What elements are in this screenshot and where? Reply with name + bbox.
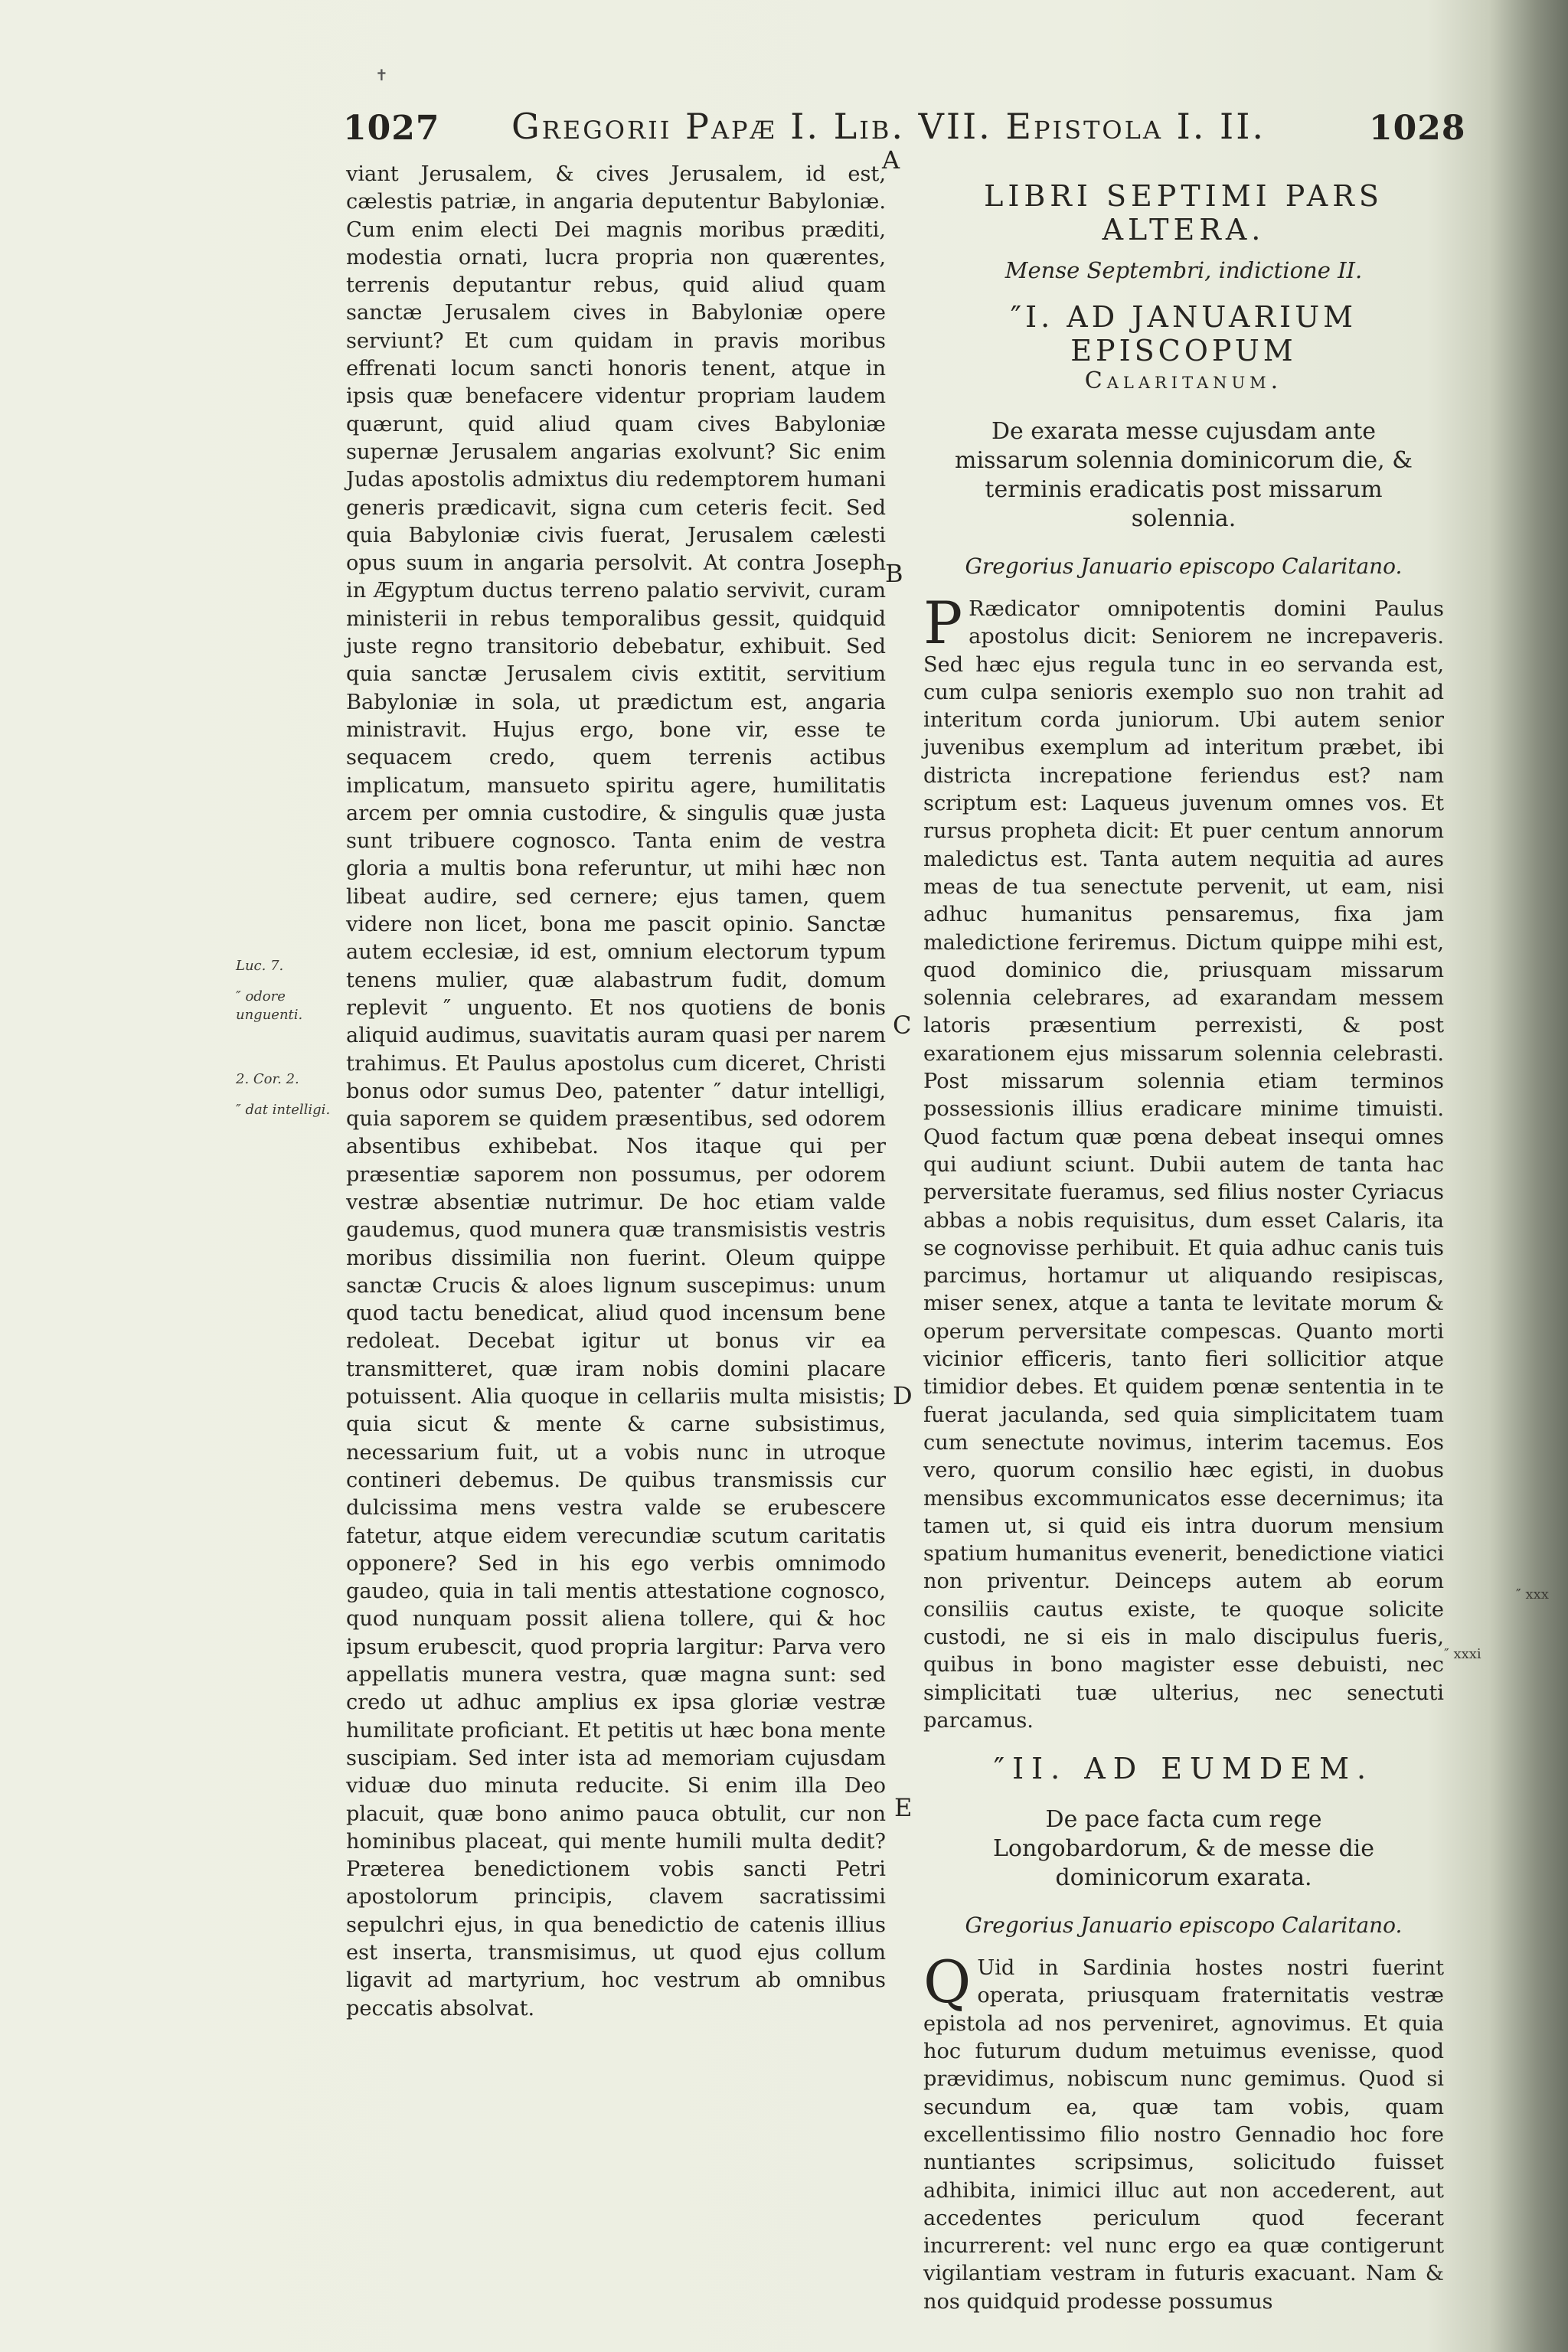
epistle-title: ″I. AD JANUARIUM EPISCOPUM [1010, 300, 1357, 368]
section-letter-a: A [882, 145, 900, 175]
epistle-text: Rædicator omnipotentis domini Paulus apostolus dicit: Seniorem ne increpaveris. Sed hæc ejus regula tunc in eo servanda est, cum culpa senioris exemplo suo non trahit ad interitum corda juniorum. Ubi autem senior juvenibus exemplum ad interitum præbet, ibi districta increpatione feriendus est? nam scriptum est: Laqueus juvenum omnes vos. Et rursus propheta dicit: Et puer centum annorum maledictus est. Tanta autem nequitia ad aures meas de tua senectute pervenit, ut eam, nisi adhuc humanitus pensaremus, fixa jam maledictione feriremus. Dictum quippe mihi est, quod dominico die, priusquam missarum solennia celebrares, ad exarandam messem latoris præsentium perrexisti, & post exarationem ejus missarum solennia celebrasti. Post missarum solennia etiam terminos possessionis illius eradicare minime timuisti. Quod factum quæ pœna debeat insequi omnes qui audiunt sciunt. Dubii autem de tanta hac perversitate fueramus, sed filius noster Cyriacus abbas a nobis requisitus, dum esset Calaris, ita se cognovisse perhibuit. Et quia adhuc canis tuis parcimus, hortamur ut aliquando resipiscas, miser senex, atque a tanta te levitate morum & operum perversitate compescas. Quanto morti vicinior efficeris, tanto fieri sollicitior atque timidior debes. Et quidem pœnæ sententia in te fuerat jaculanda, sed quia simplicitatem tuam cum senectute novimus, interim tacemus. Eos vero, quorum consilio hæc egisti, in duobus mensibus excommunicatos esse decernimus; ita tamen ut, si quid eis intra duorum mensium spatium humanitus evenerit, benedictione viatici non priventur. Deinceps autem ab eorum consiliis cautus existe, te quoque solicite custodi, ne si eis in malo discipulus fueris, quibus in bono magister esse debuisti, nec simplicitati tuæ ulterius, nec senectuti parcamus. [923, 597, 1444, 1733]
dagger-ornament-icon: ✝ [375, 66, 388, 84]
section-letter-d: D [893, 1381, 913, 1410]
epistle-body [923, 1948, 1444, 2316]
section-title: LIBRI SEPTIMI PARS ALTERA. [984, 179, 1383, 247]
epistle-title: ″II. AD EUMDEM. [993, 1752, 1374, 1786]
page-number-left: 1027 [343, 109, 440, 148]
margin-note: 2. Cor. 2. [236, 1071, 299, 1087]
epistle-summary: De pace facta cum rege Longobardorum, & de messe die dominicorum exarata. [992, 1806, 1375, 1892]
drop-cap: P [923, 589, 963, 657]
section-letter-b: B [885, 559, 903, 588]
margin-note: ″ xxx [1516, 1586, 1549, 1602]
section-date: Mense Septembri, indictione II. [1004, 257, 1363, 283]
section-letter-c: C [893, 1011, 912, 1040]
section-letter-e: E [894, 1793, 913, 1822]
running-title: Gregorii Papæ I. Lib. VII. Epistola I. II. [511, 106, 1266, 147]
page-number-right: 1028 [1369, 109, 1466, 148]
epistle-salutation: Gregorius Januario episcopo Calaritano. [965, 1913, 1403, 1939]
margin-note: ″ xxxi [1444, 1646, 1481, 1662]
epistle-text: Uid in Sardinia hostes nostri fuerint operata, priusquam fraternitatis vestræ epistola ad nos perveniret, agnovimus. Et quia hoc futurum dudum metuimus evenisse, quod prævidimus, nobiscum nunc gemimus. Quod si secundum ea, quæ tam vobis, quam excellentissimo filio nostro Gennadio hoc fore nuntiantes scripsimus, solicitudo fuisset adhibita, inimici illuc aut non accederent, aut accedentes periculum quod fecerant incurrerent: vel nunc ergo ea quæ contigerunt vigilantiam vestram in futuris exacuant. Nam & nos quidquid prodesse possumus [923, 1956, 1444, 2314]
epistle-body [923, 589, 1444, 1735]
left-column [346, 161, 886, 2023]
margin-note: ″ dat intelligi. [236, 1102, 331, 1118]
margin-note: Luc. 7. [236, 958, 284, 974]
body-text: viant Jerusalem, & cives Jerusalem, id est, cælestis patriæ, in angaria deputentur Babyloniæ. Cum enim electi Dei magnis moribus præditi, modestia ornati, lucra propria non quærentes, terrenis deputantur rebus, quid aliud quam sanctæ Jerusalem cives in Babyloniæ opere serviunt? Et cum quidam in pravis moribus effrenati locum sancti honoris tenent, atque in ipsis quæ benefacere videntur propriam laudem quærunt, quid aliud quam cives Babyloniæ supernæ Jerusalem angarias exolvunt? Sic enim Judas apostolis admixtus diu redemptorem humani generis prædicavit, signa cum ceteris fecit. Sed quia Babyloniæ civis fuerat, Jerusalem cælesti opus suum in angaria persolvit. At contra Joseph in Ægyptum ductus terreno palatio servivit, curam ministerii in rebus temporalibus gessit, quidquid juste regno transitorio debebatur, exhibuit. Sed quia sanctæ Jerusalem civis extitit, servitium Babyloniæ in sola, ut prædictum est, angaria ministravit. Hujus ergo, bone vir, esse te sequacem credo, quem terrenis actibus implicatum, mansueto spiritu agere, humilitatis arcem per omnia custodire, & singulis quæ justa sunt tribuere cognosco. Tanta enim de vestra gloria a multis bona referuntur, ut mihi hæc non libeat audire, sed cernere; ejus tamen, quem videre non licet, bona me pascit opinio. Sanctæ autem ecclesiæ, id est, omnium electorum typum tenens mulier, quæ alabastrum fudit, domum replevit ″ unguento. Et nos quotiens de bonis aliquid audimus, suavitatis auram quasi per narem trahimus. Et Paulus apostolus cum diceret, Christi bonus odor sumus Deo, patenter ″ datur intelligi, quia saporem se quidem præsentibus, sed odorem absentibus exhibebat. Nos itaque qui per præsentiæ saporem non possumus, per odorem vestræ absentiæ nutrimur. De hoc etiam valde gaudemus, quod munera quæ transmisistis vestris moribus dissimilia non fuerint. Oleum quippe sanctæ Crucis & aloes lignum suscepimus: unum quod tactu benedicat, aliud quod incensum bene redoleat. Decebat igitur ut bonus vir ea transmitteret, quæ iram nobis domini placare potuissent. Alia quoque in cellariis multa misistis; quia sicut & mente & carne subsistimus, necessarium fuit, ut a vobis nunc in utroque contineri debemus. De quibus transmissis cur dulcissima mens vestra valde se erubescere fatetur, atque eidem verecundiæ scutum caritatis opponere? Sed in his ego verbis omnimodo gaudeo, quia in tali mentis attestatione cognosco, quod nunquam possit aliena tollere, qui & hoc ipsum erubescit, quod propria largitur: Parva vero appellatis munera vestra, quæ magna sunt: sed credo ut adhuc amplius ex ipsa gloriæ vestræ humilitate proficiant. Et petitis ut hæc bona mente suscipiam. Sed inter ista ad memoriam cujusdam viduæ duo minuta reducite. Si enim illa Deo placuit, quæ bono animo pauca obtulit, cur non hominibus placeat, qui mente humili multa dedit? Præterea benedictionem vobis sancti Petri apostolorum principis, clavem sacratissimi sepulchri ejus, in qua benedictio de catenis illius est inserta, transmisimus, ut quod ejus collum ligavit ad martyrium, hoc vestrum ab omnibus peccatis absolvat. [346, 162, 886, 2020]
epistle-summary: De exarata messe cujusdam ante missarum solennia dominicorum die, & terminis eradicatis post missarum solennia. [955, 418, 1413, 532]
epistle-title-line2: Calaritanum. [1084, 368, 1283, 394]
drop-cap: Q [923, 1948, 972, 2017]
running-head [0, 100, 1568, 153]
epistle-salutation: Gregorius Januario episcopo Calaritano. [965, 554, 1403, 579]
right-column [923, 165, 1444, 2316]
margin-note: ″ odore unguenti. [236, 988, 303, 1023]
